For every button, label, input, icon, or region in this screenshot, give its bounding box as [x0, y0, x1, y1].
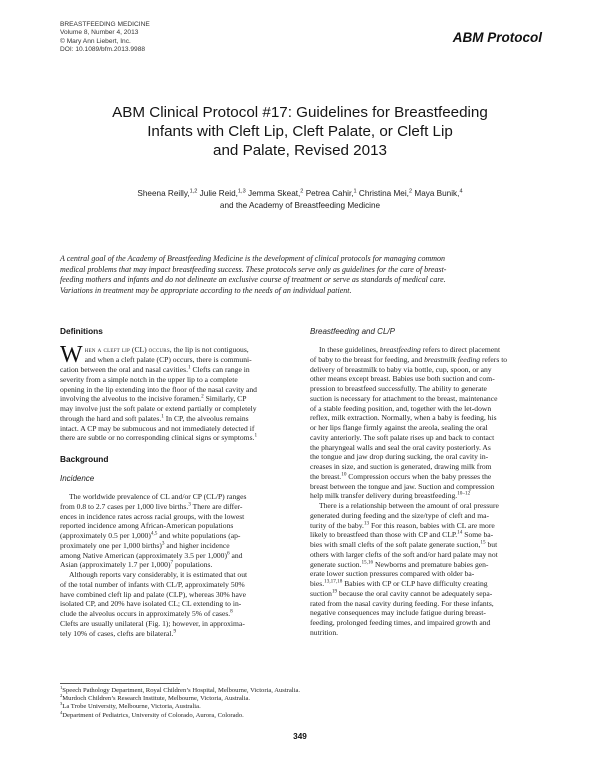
italic-term: breastmilk feeding	[424, 354, 481, 364]
author-name: Sheena Reilly,	[137, 189, 190, 198]
small-caps-text: occurs,	[148, 345, 172, 354]
text-run: likely to breastfeed than those with CP and CLP.	[310, 530, 458, 540]
article-title	[60, 104, 540, 160]
footnote-number: 1	[60, 684, 63, 690]
text-line: The worldwide prevalence of CL and/or CP (CL/P) ranges	[69, 492, 247, 501]
text-line: creases in size, and suction is generated, drawing milk from	[310, 462, 492, 471]
text-run: through the hard and soft palates.	[60, 413, 162, 423]
text-run: help milk transfer delivery during breastfeeding.	[310, 491, 458, 501]
title-line: ABM Clinical Protocol #17: Guidelines for Breastfeeding	[112, 104, 488, 121]
left-column	[60, 326, 292, 638]
author-affiliation: 2	[408, 188, 413, 195]
text-line: the pharyngeal walls and seal the oral cavity posteriorly. As	[310, 442, 491, 452]
text-run: Babies with CP or CLP have difficulty creating	[342, 579, 488, 588]
text-line: breast between the tongue and jaw. Suction and compression	[310, 481, 495, 491]
footnote-text: Speech Pathology Department, Royal Children’s Hospital, Melbourne, Victoria, Australia.	[62, 687, 301, 694]
footnote-text: Murdoch Children’s Research Institute, Melbourne, Victoria, Australia.	[62, 695, 251, 703]
journal-header	[60, 21, 150, 54]
text-line: or her lips flange firmly against the areola, sealing the oral	[310, 423, 488, 432]
citation: 13,17,18	[324, 579, 343, 585]
abstract-line: feeding mothers and infants and do not delineate an exclusive course of treatment or serve as standards of medical care.	[60, 275, 446, 285]
text-run: generate suction.	[310, 559, 362, 569]
text-run: but	[485, 540, 498, 549]
citation: 2	[201, 394, 204, 400]
abstract-line: Variations in treatment may be appropriate according to the needs of an individual patient.	[60, 285, 352, 295]
text-line: the tongue and jaw drop during sucking, the oral cavity in-	[310, 452, 489, 462]
citation: 3	[161, 540, 165, 547]
text-line: delivery of breastmilk to baby via bottle, cup, spoon, or any	[310, 364, 492, 374]
text-line: Although reports vary considerably, it is estimated that out	[69, 570, 248, 579]
breastfeeding-paragraph-1	[310, 345, 542, 501]
citation: 15	[480, 540, 486, 546]
text-run: and	[229, 550, 243, 560]
citation: 8	[230, 609, 233, 615]
author-list	[60, 188, 540, 211]
author-affiliation: 4	[459, 188, 463, 195]
text-run: There are differ-	[190, 501, 243, 511]
text-run: and higher incidence	[164, 540, 230, 550]
author-group: and the Academy of Breastfeeding Medicine	[219, 200, 381, 210]
journal-volume: Volume 8, Number 4, 2013	[60, 29, 139, 37]
footnote-number: 2	[60, 693, 63, 699]
title-line: and Palate, Revised 2013	[213, 141, 387, 159]
small-caps-text: hen a cleft lip	[84, 345, 131, 354]
citation: 9	[173, 628, 177, 634]
footnote-number: 4	[60, 709, 63, 715]
text-line: of a stable feeding position, and, together with the let-down	[310, 403, 492, 413]
incidence-paragraph	[60, 492, 292, 638]
page-number: 349	[293, 732, 307, 741]
definitions-paragraph	[60, 342, 292, 443]
text-run: For this reason, babies with CL are more	[369, 520, 495, 530]
citation: 1	[188, 365, 191, 371]
text-run: Compression occurs when the baby presses the	[346, 471, 492, 481]
citation: 1	[161, 413, 164, 420]
text-run: Asian (approximately 1.7 per 1,000)	[60, 560, 171, 570]
text-line: may involve just the soft palate or extend partially or completely	[60, 404, 257, 413]
footnote-divider	[60, 683, 180, 684]
text-run: Clefts can range in	[190, 365, 250, 374]
author-affiliation: 1,2	[189, 188, 198, 195]
text-run: bies with small clefts of the soft palate generate suction,	[310, 540, 481, 549]
author-affiliation: 1	[353, 188, 357, 195]
citation: 10–12	[457, 491, 471, 497]
text-line: pression to breastfeed successfully. The ability to generate	[310, 384, 487, 393]
citation: 6	[227, 550, 230, 556]
text-run: bies.	[310, 579, 325, 588]
text-run: involving the alveolus to the incisive foramen.	[60, 394, 202, 404]
text-line: rated from the nasal cavity during feeding. For these infants,	[310, 598, 494, 608]
text-line: reported incidence among African-American populations	[60, 521, 234, 531]
text-line: erate lower suction pressures compared with older ba-	[310, 569, 475, 579]
citation: 19	[331, 588, 338, 595]
italic-term: breastfeeding	[379, 345, 421, 354]
citation: 10	[341, 471, 347, 478]
text-line: suction is necessary for attachment to the breast, maintenance	[310, 393, 498, 403]
title-line: Infants with Cleft Lip, Cleft Palate, or Cleft Lip	[147, 122, 453, 140]
footnote-text: Department of Pediatrics, University of Colorado, Aurora, Colorado.	[62, 711, 244, 719]
author-affiliation: 2	[300, 188, 304, 195]
text-line: and when a cleft palate (CP) occurs, there is communi-	[84, 354, 252, 364]
text-line: isolated CP, and 20% have isolated CL; CL extending to in-	[60, 599, 242, 609]
text-run: suction	[310, 588, 332, 598]
text-line: reflex, milk extraction. Normally, when a baby is feeding, his	[310, 413, 497, 423]
footnote-number: 3	[60, 701, 63, 707]
drop-cap: W	[60, 342, 83, 368]
citation: 7	[170, 560, 174, 566]
citation: 3	[188, 501, 191, 508]
author-name: Jemma Skeat,	[247, 189, 301, 198]
text-line: cavity anteriorly. The soft palate rises up and back to contact	[310, 432, 495, 442]
right-column	[310, 326, 542, 638]
text-run: Newborns and premature babies gen-	[373, 559, 489, 569]
text-run: among Native American (approximately 3.5 per 1,000)	[60, 550, 228, 560]
text-run: turity of the baby.	[310, 520, 364, 530]
text-line: opening in the lip extending into the floor of the nasal cavity and	[60, 384, 257, 394]
text-line: others with larger clefts of the soft and/or hard palate may not	[310, 549, 498, 559]
text-line: have combined cleft lip and palate (CLP), whereas 30% have	[60, 589, 246, 599]
author-affiliation: 1,3	[237, 188, 246, 195]
text-run: In CP, the alveolus remains	[163, 413, 249, 423]
text-line: other means except breast. Babies use both suction and com-	[310, 374, 495, 384]
journal-doi: DOI: 10.1089/bfm.2013.9988	[60, 45, 146, 53]
citation: 15,16	[361, 559, 374, 565]
text-line: generated during feeding and the size/type of cleft and ma-	[310, 510, 490, 520]
footnote-text: La Trobe University, Melbourne, Victoria, Australia.	[62, 703, 201, 711]
abstract	[60, 254, 542, 296]
background-heading: Background	[60, 454, 109, 464]
footnote	[60, 709, 542, 720]
abstract-line: A central goal of the Academy of Breastfeeding Medicine is the development of clinical protocols for managing common	[60, 254, 446, 263]
text-run: because the oral cavity cannot be adequately sepa-	[337, 588, 493, 598]
author-name: Christina Mei,	[358, 189, 409, 198]
journal-name: BREASTFEEDING MEDICINE	[60, 21, 150, 28]
author-name: Julie Reid,	[199, 189, 238, 198]
text-run: Similarly, CP	[203, 394, 247, 404]
text-run: of baby to the breast for feeding, and	[310, 354, 425, 364]
text-run: clude the alveolus occurs in approximately 5% of cases.	[60, 609, 231, 618]
text-line: Clefts are usually unilateral (Fig. 1); however, in approxima-	[60, 618, 245, 628]
text-line: feeding, prolonged feeding times, and impaired growth and	[310, 618, 491, 627]
text-run: (CL)	[130, 345, 149, 354]
text-line: nutrition.	[310, 627, 339, 637]
text-run: refers to direct placement	[420, 345, 501, 354]
text-run: the breast.	[310, 471, 342, 481]
text-line: of the total number of infants with CL/P, approximately 50%	[60, 579, 245, 589]
citation: 4,5	[150, 531, 158, 537]
text-run: cation between the oral and nasal cavities.	[60, 365, 188, 374]
text-run: refers to	[480, 354, 508, 364]
author-name: Petrea Cahir,	[305, 189, 354, 198]
text-line: ences in incidence rates across racial groups, with the lowest	[60, 511, 245, 521]
citation: 13	[363, 520, 370, 526]
incidence-heading: Incidence	[60, 474, 95, 483]
footnote	[60, 684, 542, 695]
text-run: the lip is not contiguous,	[171, 345, 249, 354]
text-run: there are subtle or no corresponding clinical signs or symptoms.	[60, 433, 255, 443]
journal-copyright: © Mary Ann Liebert, Inc.	[60, 37, 131, 45]
affiliation-footnotes	[60, 684, 542, 720]
text-line: negative consequences may include fatigue during breast-	[310, 608, 486, 618]
breastfeeding-paragraph-2	[310, 501, 542, 638]
text-run: and white populations (ap-	[157, 531, 241, 540]
breastfeeding-heading: Breastfeeding and CL/P	[310, 327, 395, 336]
text-line: There is a relationship between the amount of oral pressure	[319, 501, 499, 510]
definitions-heading: Definitions	[60, 326, 103, 336]
text-run: Some ba-	[462, 530, 494, 540]
text-line: severity from a simple notch in the upper lip to a complete	[60, 374, 238, 384]
text-run: populations.	[173, 560, 213, 570]
text-run: tely 10% of cases, clefts are bilateral.	[60, 628, 174, 638]
abstract-line: medical problems that may impact breastfeeding success. These protocols serve only as guidelines for the care of breast-	[60, 264, 447, 274]
citation: 14	[457, 530, 463, 536]
text-run: from 0.8 to 2.7 cases per 1,000 live births.	[60, 501, 189, 511]
protocol-badge: ABM Protocol	[452, 30, 542, 45]
text-run: proximately one per 1,000 births)	[60, 540, 162, 550]
text-line: intact. A CP may be submucous and not immediately detected if	[60, 423, 255, 433]
author-name: Maya Bunik,	[414, 189, 460, 198]
citation: 1	[254, 433, 258, 439]
text-run: (approximately 0.5 per 1,000)	[60, 531, 151, 540]
footnote	[60, 703, 542, 711]
text-run: In these guidelines,	[319, 345, 380, 354]
